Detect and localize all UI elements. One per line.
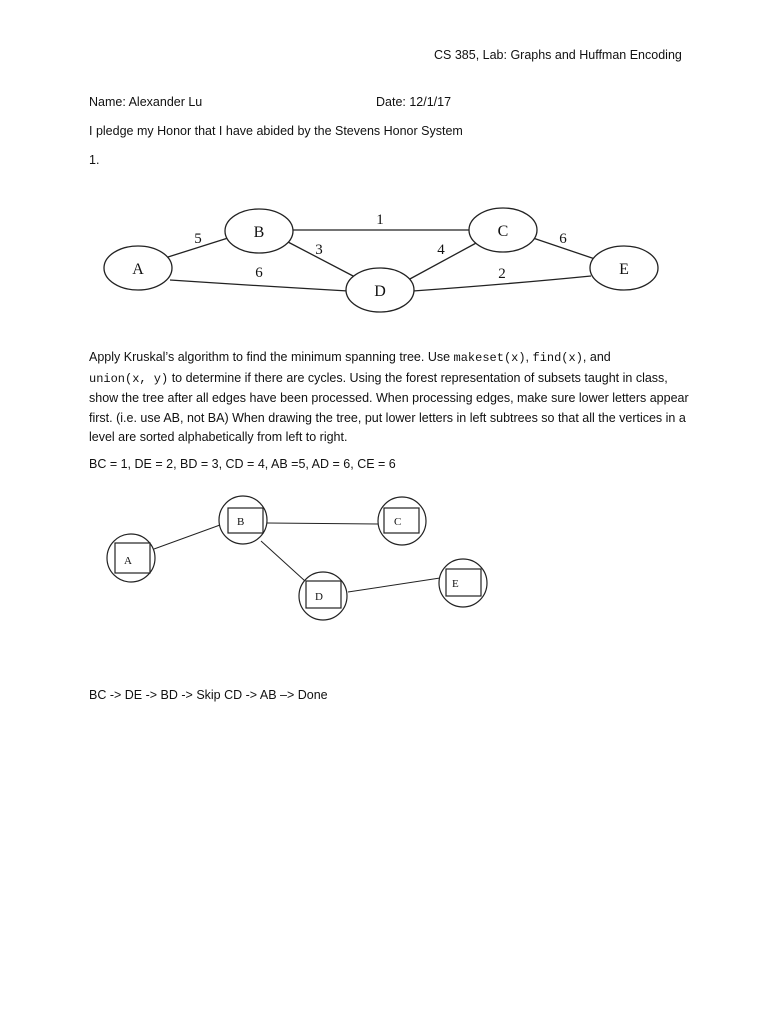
- weight-bc: 1: [376, 212, 384, 228]
- weight-bd: 3: [315, 242, 323, 258]
- graph-node-a: A: [132, 261, 144, 278]
- weight-ab: 5: [194, 231, 202, 247]
- graph-node-b: B: [253, 224, 265, 241]
- weight-ce: 6: [559, 231, 567, 247]
- student-name: Name: Alexander Lu: [89, 95, 203, 109]
- tree-edge-de: [348, 578, 440, 592]
- tree-node-e: E: [452, 578, 459, 590]
- tree-node-b: B: [237, 516, 245, 528]
- code-makeset: makeset(x): [453, 351, 526, 365]
- edge-order-list: BC = 1, DE = 2, BD = 3, CD = 4, AB =5, AD = 6, CE = 6: [89, 457, 396, 471]
- instructions-separator: ,: [525, 350, 533, 364]
- processing-steps: BC -> DE -> BD -> Skip CD -> AB –> Done: [89, 688, 328, 702]
- honor-pledge: I pledge my Honor that I have abided by the Stevens Honor System: [89, 124, 463, 138]
- weight-de: 2: [498, 266, 506, 282]
- tree-edge-bc: [267, 523, 378, 524]
- instructions-text-1: Apply Kruskal’s algorithm to find the minimum spanning tree. Use: [89, 350, 454, 364]
- instructions-paragraph: [89, 348, 689, 448]
- course-header: CS 385, Lab: Graphs and Huffman Encoding: [434, 48, 682, 62]
- instructions-text-3: to determine if there are cycles. Using the forest representation of subsets taught in class, show the tree after all edges have been processed. When processing edges, make sure lower letters appear first. (i.e. use AB, not BA) When drawing the tree, put lower letters in left subtrees so that all the vertices in a level are sorted alphabetically from left to right.: [89, 370, 689, 444]
- graph-node-c: C: [497, 223, 509, 240]
- graph-node-e: E: [619, 261, 629, 278]
- code-find: find(x): [532, 351, 583, 365]
- tree-node-d: D: [315, 591, 323, 603]
- graph-node-d: D: [374, 283, 386, 300]
- tree-node-c: C: [394, 516, 402, 528]
- tree-node-a: A: [124, 555, 132, 567]
- edge-ad: [170, 280, 348, 291]
- tree-edge-bd: [261, 541, 305, 581]
- assignment-date: Date: 12/1/17: [376, 95, 452, 109]
- spanning-tree: [0, 480, 768, 660]
- tree-edge-ab: [154, 525, 220, 549]
- weighted-graph: [0, 180, 768, 330]
- question-number: 1.: [89, 153, 100, 167]
- weight-cd: 4: [437, 242, 445, 258]
- weight-ad: 6: [255, 265, 263, 281]
- instructions-text-2: , and: [582, 350, 611, 364]
- code-union: union(x, y): [89, 371, 169, 386]
